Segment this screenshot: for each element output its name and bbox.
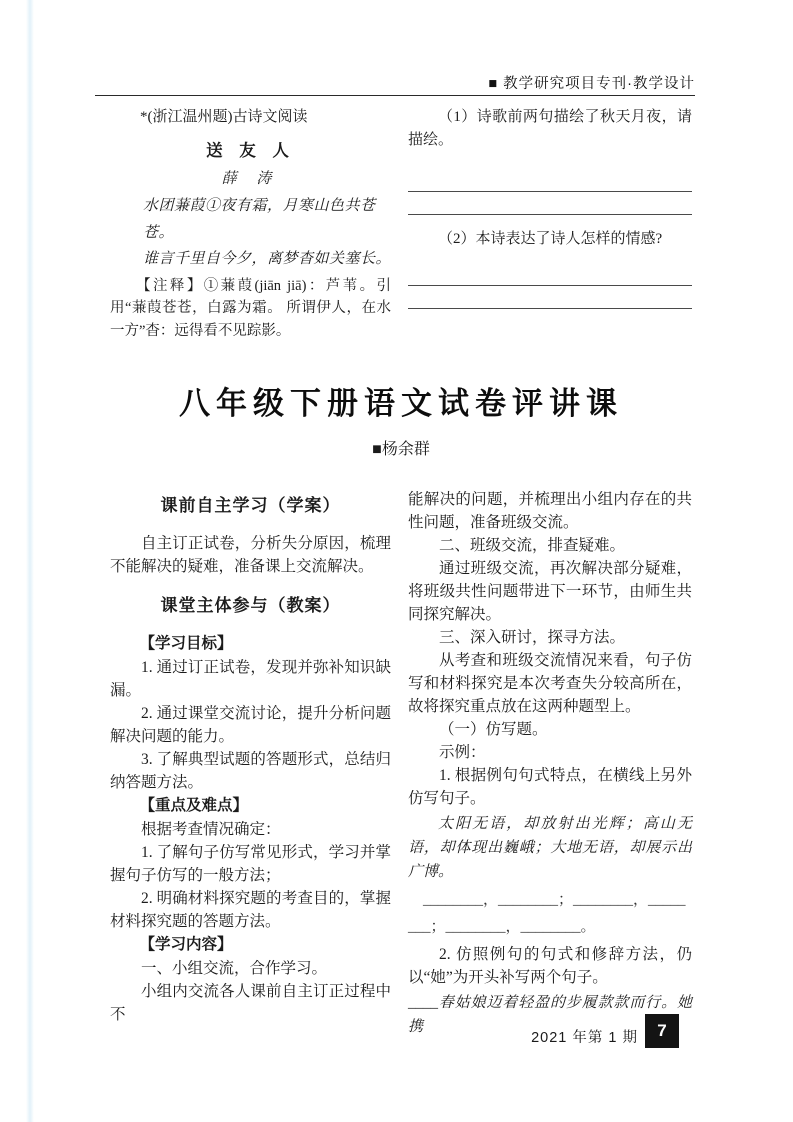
section-heading: 课堂主体参与（教案） <box>160 596 341 615</box>
example-sentence: ____春姑娘迈着轻盈的步履款款而行。她携 <box>408 995 692 1035</box>
subsection-heading: 【学习目标】 <box>139 635 233 652</box>
poem-author: 薛 涛 <box>221 171 280 187</box>
paragraph: 三、深入研讨，探寻方法。 <box>439 629 626 646</box>
paragraph: （一）仿写题。 <box>439 721 548 738</box>
paragraph: 示例： <box>439 744 486 761</box>
question-1: （1）诗歌前两句描绘了秋天月夜，请描绘。 <box>408 109 692 148</box>
article-title: 八年级下册语文试卷评讲课 <box>179 386 623 421</box>
header-rule <box>95 95 695 96</box>
answer-line <box>408 169 692 192</box>
paragraph: 自主订正试卷，分析失分原因，梳理不能解决的疑难，准备课上交流解决。 <box>110 535 391 575</box>
paragraph: 根据考查情况确定： <box>141 821 281 838</box>
reading-exercise-section <box>110 106 692 342</box>
poem-line: 谁言千里自今夕，离梦杳如关塞长。 <box>143 251 392 267</box>
page-number: 7 <box>657 1021 667 1040</box>
section-heading: 课前自主学习（学案） <box>160 496 341 515</box>
scan-edge-tint <box>26 0 34 1122</box>
subsection-heading: 【重点及难点】 <box>139 797 248 814</box>
subsection-heading: 【学习内容】 <box>139 936 233 953</box>
paragraph: 二、班级交流，排查疑难。 <box>439 537 626 554</box>
poem-title: 送 友 人 <box>206 142 295 160</box>
spacer <box>408 152 692 169</box>
paragraph: 1. 通过订正试卷，发现并弥补知识缺漏。 <box>110 659 391 699</box>
paragraph: 2. 明确材料探究题的考查目的，掌握材料探究题的答题方法。 <box>110 890 391 930</box>
example-sentence: 太阳无语，却放射出光辉；高山无语，却体现出巍峨；大地无语，却展示出广博。 <box>408 816 692 880</box>
poem-line: 水团蒹葭①夜有霜，月寒山色共苍苍。 <box>143 198 376 241</box>
article-right-column <box>408 488 692 1041</box>
poem-annotation: 【注释】①蒹葭(jiān jiā)：芦苇。引用“蒹葭苍苍，白露为霜。 所谓伊人，在水一方”杳：远得看不见踪影。 <box>110 277 391 339</box>
paragraph: 一、小组交流，合作学习。 <box>141 960 328 977</box>
paragraph: 2. 通过课堂交流讨论，提升分析问题解决问题的能力。 <box>110 705 391 745</box>
article-author: ■杨余群 <box>372 441 430 458</box>
article-left-column <box>110 488 391 1041</box>
paragraph: 小组内交流各人课前自主订正过程中不 <box>110 983 391 1023</box>
paragraph: 1. 了解句子仿写常见形式，学习并掌握句子仿写的一般方法； <box>110 844 391 884</box>
answer-line <box>408 263 692 286</box>
exercise-right-column <box>408 106 692 342</box>
article-body <box>110 488 692 1041</box>
paragraph: 1. 根据例句句式特点，在横线上另外仿写句子。 <box>408 767 692 807</box>
footer-issue: 2021 年第 1 期 <box>531 1030 638 1046</box>
paragraph: 2. 仿照例句的句式和修辞方法，仍以“她”为开头补写两个句子。 <box>408 946 692 986</box>
question-2: （2）本诗表达了诗人怎样的情感? <box>438 231 663 247</box>
spacer <box>408 251 692 263</box>
fill-in-blanks: ________，________；________，________；________，________。 <box>408 892 686 935</box>
exercise-intro: *(浙江温州题)古诗文阅读 <box>140 109 308 125</box>
paragraph: 能解决的问题，并梳理出小组内存在的共性问题，准备班级交流。 <box>408 491 692 531</box>
answer-line <box>408 286 692 309</box>
poem-body <box>110 193 391 273</box>
journal-header: ■ 教学研究项目专刊·教学设计 <box>488 76 695 92</box>
paragraph: 3. 了解典型试题的答题形式，总结归纳答题方法。 <box>110 751 391 791</box>
paragraph: 从考查和班级交流情况来看，句子仿写和材料探究是本次考查失分较高所在，故将探究重点放在这两种题型上。 <box>408 652 692 715</box>
paragraph: 通过班级交流，再次解决部分疑难，将班级共性问题带进下一环节，由师生共同探究解决。 <box>408 560 692 623</box>
exercise-left-column <box>110 106 391 342</box>
answer-line <box>408 192 692 215</box>
page-number-badge <box>645 1014 679 1048</box>
